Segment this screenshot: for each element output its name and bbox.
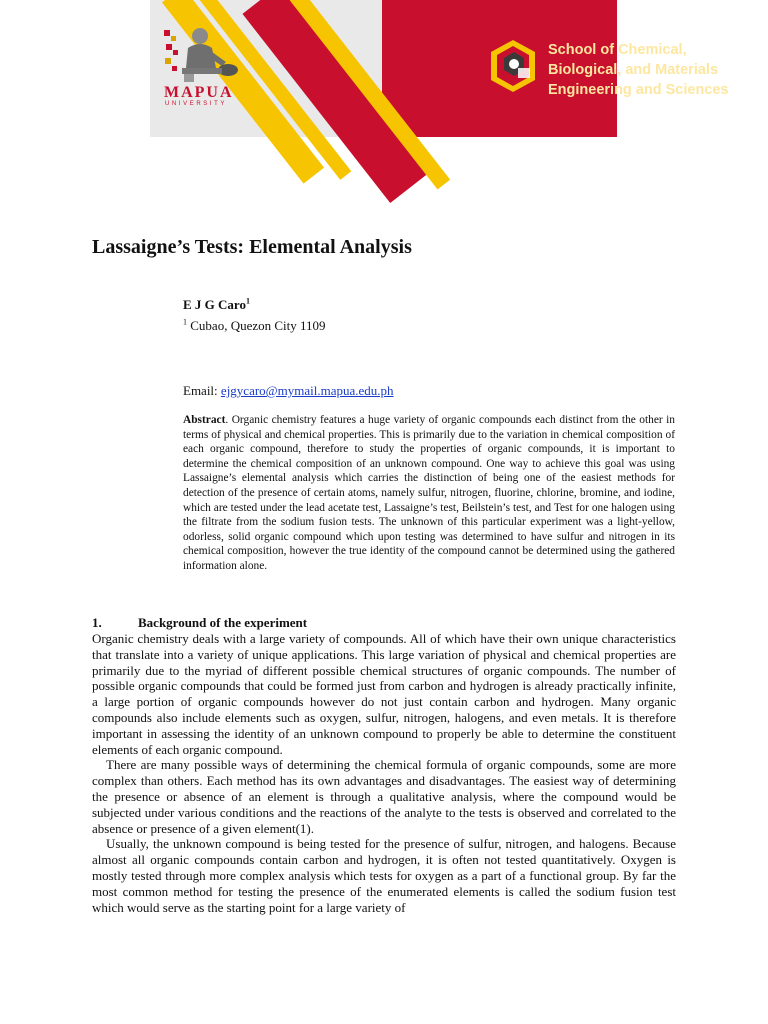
abstract xyxy=(183,413,675,574)
school-name xyxy=(548,40,763,100)
university-subtext: UNIVERSITY xyxy=(165,101,228,107)
university-mascot-icon xyxy=(164,22,242,84)
paper-title: Lassaigne’s Tests: Elemental Analysis xyxy=(92,236,412,258)
section-title: Background of the experiment xyxy=(138,615,308,630)
affiliation-line xyxy=(183,318,326,334)
school-name-line: School of Chemical, xyxy=(548,42,687,58)
email-label: Email: xyxy=(183,383,221,398)
school-name-line: Engineering and Sciences xyxy=(548,82,729,98)
section-heading xyxy=(92,615,307,631)
author-name: E J G Caro xyxy=(183,297,246,312)
school-emblem-icon xyxy=(488,38,538,94)
section-number: 1. xyxy=(92,615,102,630)
body-paragraph: There are many possible ways of determining the chemical formula of organic compounds, some are more complex than others. Each method has its own advantages and disadvantages. The easiest way of determining the presence or absence of an element is through a qualitative analysis, where the compound would be subjected under various conditions and the reactions of the analyte to the tests is observed and correlated to the absence or presence of a given element(1). xyxy=(92,757,676,836)
body-paragraph: Usually, the unknown compound is being tested for the presence of sulfur, nitrogen, and halogens. Because almost all organic compounds contain carbon and hydrogen, it is often not tested quantitatively. Oxygen is mostly tested through more complex analysis which tests for oxygen as a part of a functional group. By far the most common method for testing the presence of the enumerated elements is called the sodium fusion test which would serve as the starting point for a large variety of xyxy=(92,836,676,915)
body-paragraph: Organic chemistry deals with a large variety of compounds. All of which have their own unique characteristics that translate into a variety of unique applications. This large variation of physical and chemical properties are primarily due to the myriad of different possible chemical structures of organic compounds. The number of possible organic compounds that could be formed just from carbon and hydrogen is already practically infinite, a large portion of organic compounds however do not just contain carbon and hydrogen. Many organic compounds also include elements such as oxygen, sulfur, nitrogen, halogens, and even metals. It is therefore important in assessing the identity of an unknown compound to properly be able to determine the constituent elements of each organic compound. xyxy=(92,631,676,757)
affiliation-mark: 1 xyxy=(183,317,187,327)
section-body xyxy=(92,631,676,915)
author-affiliation-mark: 1 xyxy=(245,296,250,306)
affiliation-text: Cubao, Quezon City 1109 xyxy=(190,318,326,333)
header-banner xyxy=(150,0,729,137)
email-line xyxy=(183,383,394,399)
author-line xyxy=(183,297,250,313)
university-logo-text: MAPUA xyxy=(164,84,234,101)
abstract-label: Abstract xyxy=(183,414,226,426)
school-name-line: Biological, and Materials xyxy=(548,62,719,78)
abstract-text: . Organic chemistry features a huge variety of organic compounds each distinct from the other in terms of physical and chemical properties. This is primarily due to the variation in chemical composition of each organic compound, therefore to study the properties of organic compounds, it is important to determine the chemical composition of an unknown compound. One way to achieve this goal was using Lassaigne’s elemental analysis which carries the distinction of being one of the easiest methods for detection of the presence of certain atoms, namely sulfur, nitrogen, fluorine, chlorine, bromine, and iodine, which are tested under the lead acetate test, Lassaigne’s test, Beilstein’s test, and Test for one halogen using the filtrate from the sodium fusion tests. The unknown of this particular experiment was a light-yellow, odorless, solid organic compound which upon testing was determined to have sulfur and nitrogen in its chemical composition, however the true identity of the compound cannot be determined using the gathered information alone. xyxy=(183,414,675,572)
email-link[interactable]: ejgycaro@mymail.mapua.edu.ph xyxy=(220,383,394,398)
